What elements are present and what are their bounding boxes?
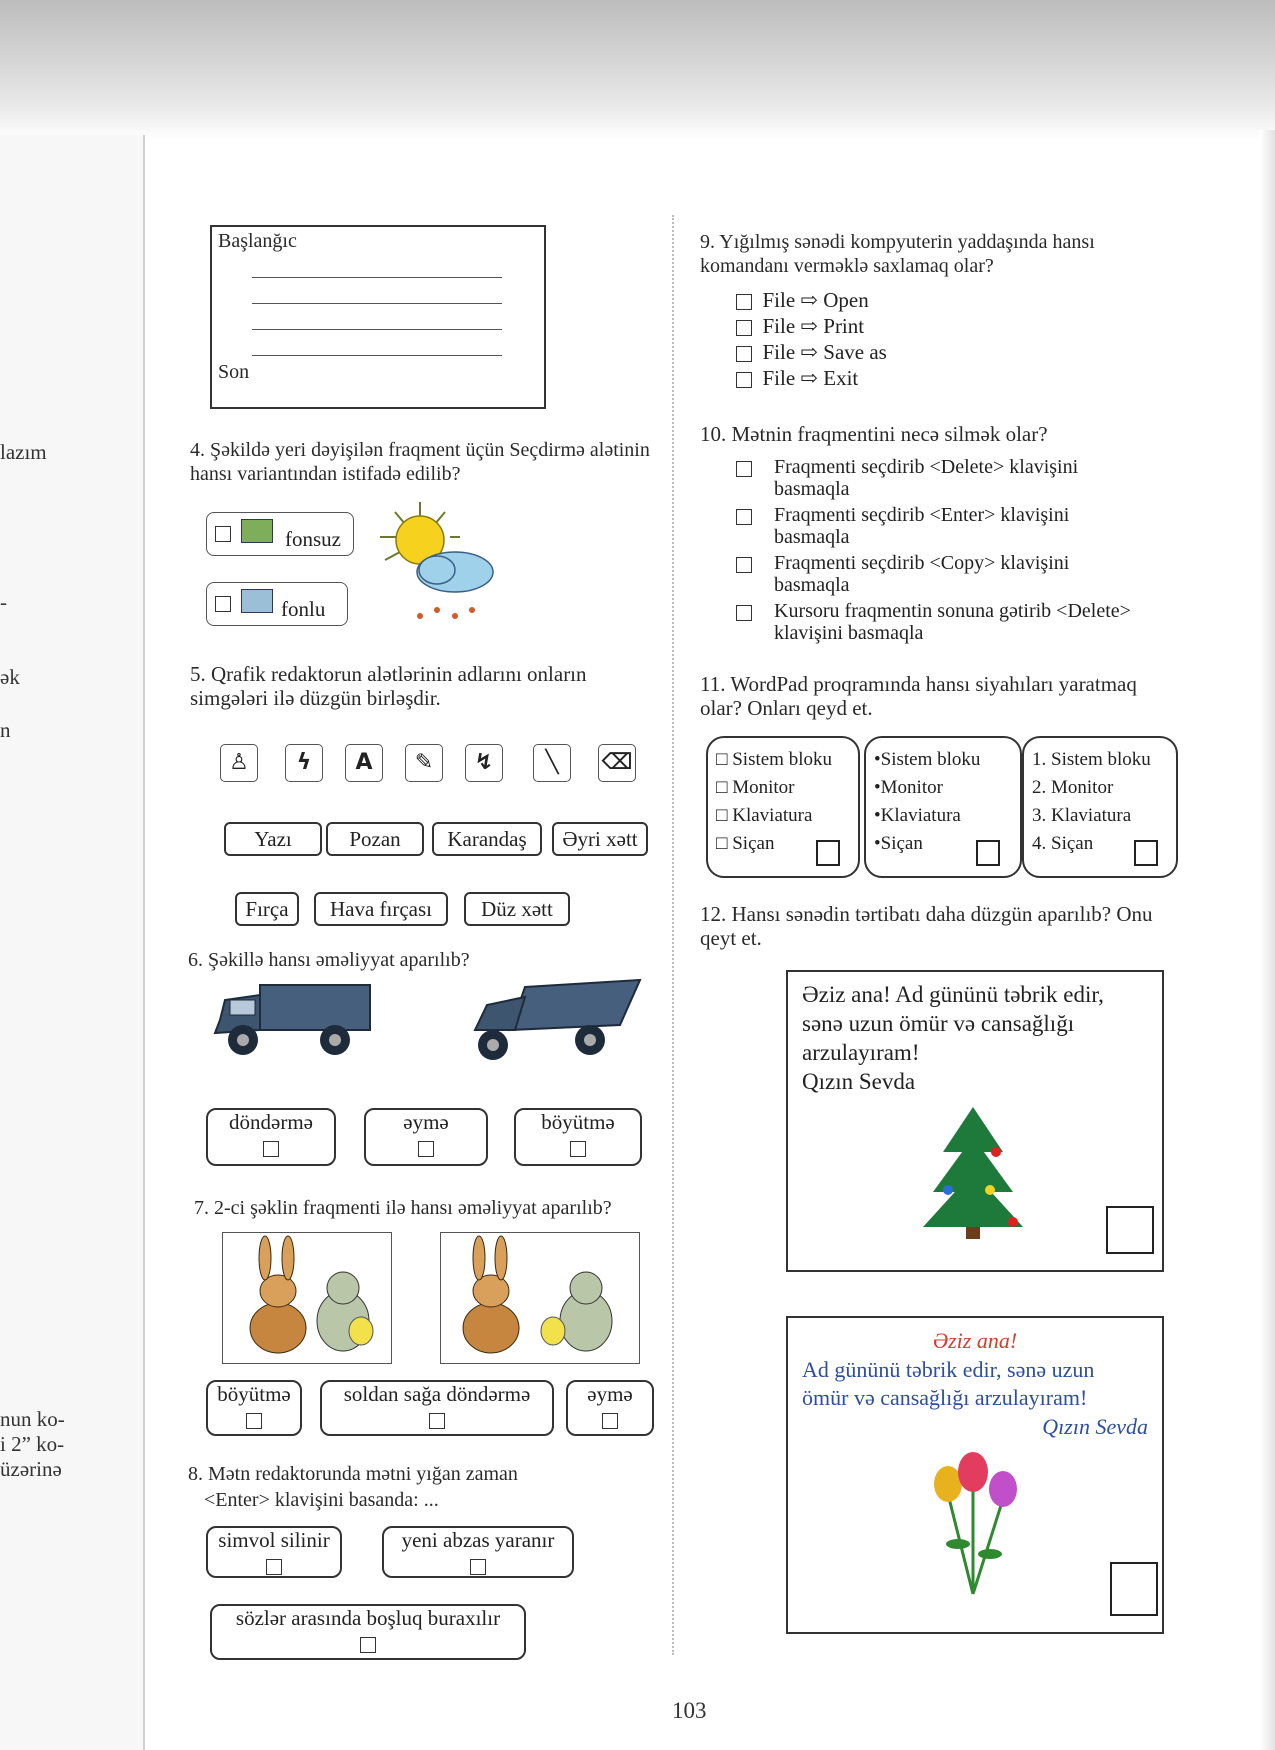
column-divider	[672, 215, 674, 1655]
option-label: böyütmə	[217, 1382, 291, 1406]
answer-line	[252, 277, 502, 278]
option-eyme[interactable]	[364, 1108, 488, 1166]
rabbit-mouse-image-2	[440, 1232, 640, 1364]
sun-cloud-image	[375, 492, 515, 632]
margin-text: n	[0, 718, 11, 742]
answer-checkbox[interactable]	[816, 840, 840, 866]
q10-option-4[interactable]: Kursoru fraqmentin sonuna gətirib <Delete> klavişini basmaqla	[736, 600, 1136, 644]
checkbox[interactable]	[246, 1413, 262, 1429]
select-opaque-icon	[241, 589, 273, 613]
greeting-card-2	[786, 1316, 1164, 1634]
question-5: 5. Qrafik redaktorun alətlərinin adlarını onların simgələri ilə düzgün birləşdir.	[190, 662, 587, 710]
question-10: 10. Mətnin fraqmentini necə silmək olar?	[700, 422, 1048, 446]
q9-option-4[interactable]: File ⇨ Exit	[736, 366, 858, 391]
flow-end-label: Son	[218, 361, 250, 383]
checkbox[interactable]	[266, 1559, 282, 1575]
q10-option-2[interactable]: Fraqmenti seçdirib <Enter> klavişini basmaqla	[736, 504, 1136, 548]
checkbox[interactable]	[215, 596, 231, 612]
page-number: 103	[672, 1698, 707, 1723]
question-8-line2: <Enter> klavişini basanda: ...	[204, 1489, 439, 1511]
option-label: yeni abzas yaranır	[401, 1528, 555, 1552]
answer-checkbox[interactable]	[1106, 1206, 1154, 1254]
truck-original-image	[205, 975, 380, 1070]
margin-text: i 2” ko-	[0, 1432, 65, 1456]
christmas-tree-image	[918, 1102, 1028, 1242]
tool-label-firca[interactable]: Fırça	[235, 892, 299, 926]
list-numbered[interactable]: 1. Sistem bloku 2. Monitor 3. Klaviatura 4. Siçan	[1022, 736, 1178, 878]
line-icon[interactable]: ╲	[533, 744, 571, 782]
option-boyutme[interactable]	[514, 1108, 642, 1166]
option-label: fonlu	[281, 597, 326, 621]
question-6: 6. Şəkillə hansı əməliyyat aparılıb?	[188, 949, 470, 971]
pencil-icon[interactable]: ✎	[405, 744, 443, 782]
truck-skewed-image	[455, 975, 645, 1070]
tool-label-hava-fircasi[interactable]: Hava fırçası	[314, 892, 448, 926]
option-label: əymə	[587, 1382, 633, 1406]
left-page-edge	[0, 135, 145, 1750]
right-page-edge	[1260, 130, 1275, 1750]
card1-text: Əziz ana! Ad gününü təbrik edir, sənə uzun ömür və cansağlığı arzulayıram! Qızın Sevda	[802, 982, 1104, 1094]
question-12: 12. Hansı sənədin tərtibatı daha düzgün aparılıb? Onu qeyt et.	[700, 902, 1153, 950]
checkbox[interactable]	[602, 1413, 618, 1429]
tool-label-karandas[interactable]: Karandaş	[432, 822, 542, 856]
list-bullets[interactable]: •Sistem bloku •Monitor •Klaviatura •Siçan	[864, 736, 1022, 878]
answer-checkbox[interactable]	[976, 840, 1000, 866]
tool-label-pozan[interactable]: Pozan	[326, 822, 424, 856]
lasso-icon[interactable]: ϟ	[285, 744, 323, 782]
flower-bouquet-image	[918, 1444, 1028, 1604]
airbrush-icon[interactable]: ↯	[465, 744, 503, 782]
option-label: böyütmə	[541, 1110, 615, 1134]
q10-option-3[interactable]: Fraqmenti seçdirib <Copy> klavişini basmaqla	[736, 552, 1136, 596]
greeting-card-1	[786, 970, 1164, 1272]
option-dondurme[interactable]	[206, 1108, 336, 1166]
checkbox[interactable]	[429, 1413, 445, 1429]
answer-line	[252, 329, 502, 330]
card2-body: Ad gününü təbrik edir, sənə uzun ömür və cansağlığı arzulayıram!	[802, 1357, 1095, 1410]
option-fonsuz[interactable]	[206, 512, 354, 556]
select-transparent-icon	[241, 519, 273, 543]
eraser-icon[interactable]: ⌫	[598, 744, 636, 782]
question-7: 7. 2-ci şəklin fraqmenti ilə hansı əməliyyat aparılıb?	[194, 1197, 612, 1219]
option-bosluq[interactable]	[210, 1604, 526, 1660]
rabbit-mouse-image-1	[222, 1232, 392, 1364]
question-8-line1: 8. Mətn redaktorunda mətni yığan zaman	[188, 1463, 518, 1485]
q9-option-2[interactable]: File ⇨ Print	[736, 314, 864, 339]
option-label: fonsuz	[285, 527, 341, 551]
option-label: soldan sağa döndərmə	[343, 1382, 531, 1406]
checkbox[interactable]	[418, 1141, 434, 1157]
tool-label-eyri-xett[interactable]: Əyri xətt	[552, 822, 648, 856]
option-yeni-abzas[interactable]	[382, 1526, 574, 1578]
option-eyme-7[interactable]	[566, 1380, 654, 1436]
q10-option-1[interactable]: Fraqmenti seçdirib <Delete> klavişini basmaqla	[736, 456, 1136, 500]
checkbox[interactable]	[360, 1637, 376, 1653]
answer-checkbox[interactable]	[1110, 1562, 1158, 1616]
checkbox[interactable]	[470, 1559, 486, 1575]
option-label: döndərmə	[229, 1110, 313, 1134]
checkbox[interactable]	[215, 526, 231, 542]
margin-text: ək	[0, 665, 20, 689]
tool-label-duz-xett[interactable]: Düz xətt	[464, 892, 570, 926]
card2-signature: Qızın Sevda	[1042, 1414, 1148, 1439]
checkbox[interactable]	[263, 1141, 279, 1157]
question-9: 9. Yığılmış sənədi kompyuterin yaddaşında hansı komandanı verməklə saxlamaq olar?	[700, 231, 1095, 277]
q9-option-3[interactable]: File ⇨ Save as	[736, 340, 887, 365]
card2-title: Əziz ana!	[932, 1328, 1018, 1353]
list-checkbox[interactable]: □ Sistem bloku □ Monitor □ Klaviatura □ Siçan	[706, 736, 860, 878]
margin-text: lazım	[0, 440, 47, 464]
text-tool-icon[interactable]: A	[345, 744, 383, 782]
answer-checkbox[interactable]	[1134, 840, 1158, 866]
margin-text: -	[0, 590, 7, 614]
paint-bucket-icon[interactable]: ♙	[220, 744, 258, 782]
option-soldan-saga[interactable]	[320, 1380, 554, 1436]
scan-top-shadow	[0, 0, 1275, 140]
option-simvol-silinir[interactable]	[206, 1526, 342, 1578]
flow-box	[210, 225, 546, 409]
answer-line	[252, 303, 502, 304]
option-label: əymə	[403, 1110, 449, 1134]
answer-line	[252, 355, 502, 356]
option-label: sözlər arasında boşluq buraxılır	[235, 1606, 501, 1630]
flow-start-label: Başlanğıc	[218, 230, 297, 252]
checkbox[interactable]	[570, 1141, 586, 1157]
question-4: 4. Şəkildə yeri dəyişilən fraqment üçün Seçdirmə alətinin hansı variantından istifadə edilib?	[190, 439, 650, 485]
margin-text: üzərinə	[0, 1457, 62, 1481]
q9-option-1[interactable]: File ⇨ Open	[736, 288, 869, 313]
option-label: simvol silinir	[218, 1528, 330, 1552]
option-fonlu[interactable]	[206, 582, 348, 626]
tool-label-yazi[interactable]: Yazı	[224, 822, 322, 856]
question-11: 11. WordPad proqramında hansı siyahıları yaratmaq olar? Onları qeyd et.	[700, 672, 1137, 720]
option-boyutme-7[interactable]	[206, 1380, 302, 1436]
margin-text: nun ko-	[0, 1407, 65, 1431]
